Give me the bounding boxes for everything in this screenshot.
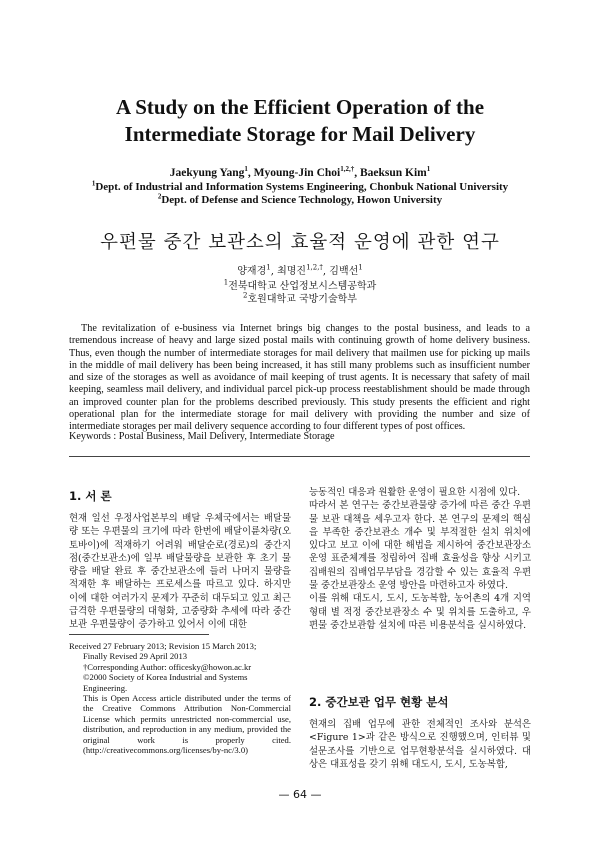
affiliation-text: Dept. of Defense and Science Technology, Howon University xyxy=(161,194,443,206)
right-column xyxy=(309,486,531,632)
author-affil-mark: 1 xyxy=(244,165,248,174)
abstract: The revitalization of e-business via Internet brings big changes to the postal business, and leads to a tremendous increase of heavy and large sized postal mails with continuing growth of home delivery business. Thus, even though the number of intermediate storages for mail delivery that mailmen use for picking up mails in the middle of mail delivery has been being increased, it has still many problems such as insufficient number and size of the storages as well as avoidance of mail keeping of trust agents. It is necessary that safety of mail keeping, seamless mail delivery, and individual parcel pick-up process reestablishment should be made through an improved counter plan for the problems described previously. This study presents the efficient and right operational plan for the intermediate storage for mail delivery with providing the number and size of intermediate storages per mail delivery sequence according to four different types of post offices. xyxy=(69,323,530,433)
footnote-divider xyxy=(69,634,209,635)
korean-title: 우편물 중간 보관소의 효율적 운영에 관한 연구 xyxy=(100,232,500,253)
paper-title xyxy=(0,94,600,148)
right-paragraph-1: 능동적인 대응과 원활한 운영이 필요한 시점에 있다. xyxy=(309,487,521,498)
korean-affiliation-text: 호원대학교 국방기술학부 xyxy=(247,294,357,305)
keywords: Keywords : Postal Business, Mail Delivery, Intermediate Storage xyxy=(69,431,335,442)
korean-affiliation-2 xyxy=(0,290,600,305)
paper-title-line1: A Study on the Efficient Operation of the xyxy=(115,95,485,119)
page-number: — 64 — xyxy=(278,788,322,801)
korean-author-name: 양재경 xyxy=(237,266,267,277)
korean-affiliation-text: 전북대학교 산업정보시스템공학과 xyxy=(228,281,377,292)
footnote-corresponding: †Corresponding Author: officesky@howon.ac.kr xyxy=(83,661,252,672)
section-2-paragraph: 현재의 집배 업무에 관한 전체적인 조사와 분석은 <Figure 1>과 같은 방식으로 진행했으며, 인터뷰 및 설문조사를 기반으로 업무현황분석을 실시하였다. 대상은 대표성을 갖기 위해 대도시, 도시, 도농복합, xyxy=(309,719,531,770)
author-name: Myoung-Jin Choi xyxy=(253,167,341,179)
footnote xyxy=(69,641,291,755)
author-list: Jaekyung Yang$^1$, Myoung-Jin Choi$^{1,2,\dagger}$, Baeksun Kim$^1$ xyxy=(169,165,431,179)
korean-author-name: 김백선 xyxy=(329,266,359,277)
author-affil-mark: 1 xyxy=(426,165,431,174)
author-affil-mark: 1,2,† xyxy=(340,165,355,174)
korean-author-mark: 1 xyxy=(266,263,271,272)
footnote-received: Received 27 February 2013; Revision 15 March 2013; xyxy=(69,641,257,651)
korean-author-name: 최명진 xyxy=(277,266,307,277)
footnote-license: This is Open Access article distributed under the terms of the Creative Commons Attribution Non-Commercial License which permits unrestricted non-commercial use, distribution, and reproduction in any medium, provided the original work is properly cited. (http://creativecommons.org/licenses/by-nc/3.0) xyxy=(83,693,291,756)
section-1-paragraph: 현재 일선 우정사업본부의 배달 우체국에서는 배달물량 또는 우편물의 크기에 따라 한번에 배달이륜차량(오토바이)에 적재하기 어려워 배달순로(경로)의 중간지점(중간보관소)에 일부 배달물량을 보관한 후 초기 물량을 배달 완료 후 중간보관소에 들러 나머지 물량을 적재한 후 배달하는 프로세스를 따르고 있다. 하지만 이에 대한 여러가지 문제가 꾸준히 대두되고 있고 최근 급격한 우편물량의 대형화, 고중량화 추세에 따라 중간보관 우편물량이 증가하고 있어서 이에 대한 xyxy=(69,513,291,631)
affiliation-1 xyxy=(0,181,600,193)
right-paragraph-3: 이를 위해 대도시, 도시, 도농복합, 농어촌의 4개 지역 형태 별 적정 중간보관장소 수 및 위치를 도출하고, 우편물 중간보관함 설치에 따른 비용분석을 실시하였다. xyxy=(309,593,531,631)
section-2-heading: 2. 중간보관 업무 현황 분석 xyxy=(309,695,449,709)
author-name: Baeksun Kim xyxy=(359,167,427,179)
footnote-copyright: ©2000 Society of Korea Industrial and Systems Engineering. xyxy=(83,672,248,693)
footnote-revised: Finally Revised 29 April 2013 xyxy=(83,651,188,662)
korean-author-mark: 1,2,† xyxy=(306,263,323,272)
affiliation-text: Dept. of Industrial and Information Systems Engineering, Chonbuk National University xyxy=(95,181,509,193)
korean-affiliation-mark: 1 xyxy=(223,278,229,287)
korean-author-mark: 1 xyxy=(358,263,363,272)
header-divider xyxy=(69,456,530,457)
author-name: Jaekyung Yang xyxy=(169,167,245,179)
korean-affiliation-mark: 2 xyxy=(243,291,248,300)
korean-author-list: 양재경$^1$, 최명진$^{1,2,\dagger}$, 김백선$^1$ xyxy=(237,263,363,277)
right-paragraph-2: 따라서 본 연구는 중간보관물량 증가에 따른 중간 우편물 보관 대책을 세우고자 한다. 본 연구의 문제의 핵심을 부족한 중간보관소 개수 및 부적절한 설치 위치에 있다고 보고 이에 대한 해법을 제시하여 중간보관장소 운영 표준체계를 정립하여 집배 효율성을 향상 시키고 집배원의 집배업무부담을 경감할 수 있는 효율적 우편물 중간보관장소 운영 방안을 마련하고자 하였다. xyxy=(309,500,531,592)
paper-title-line2: Intermediate Storage for Mail Delivery xyxy=(124,122,476,146)
section-2-body xyxy=(309,718,531,771)
section-1-heading: 1. 서 론 xyxy=(69,489,112,503)
affiliation-mark: 2 xyxy=(157,192,162,201)
affiliation-2 xyxy=(0,194,600,206)
affiliation-mark: 1 xyxy=(91,179,96,188)
section-1-body xyxy=(69,512,291,632)
